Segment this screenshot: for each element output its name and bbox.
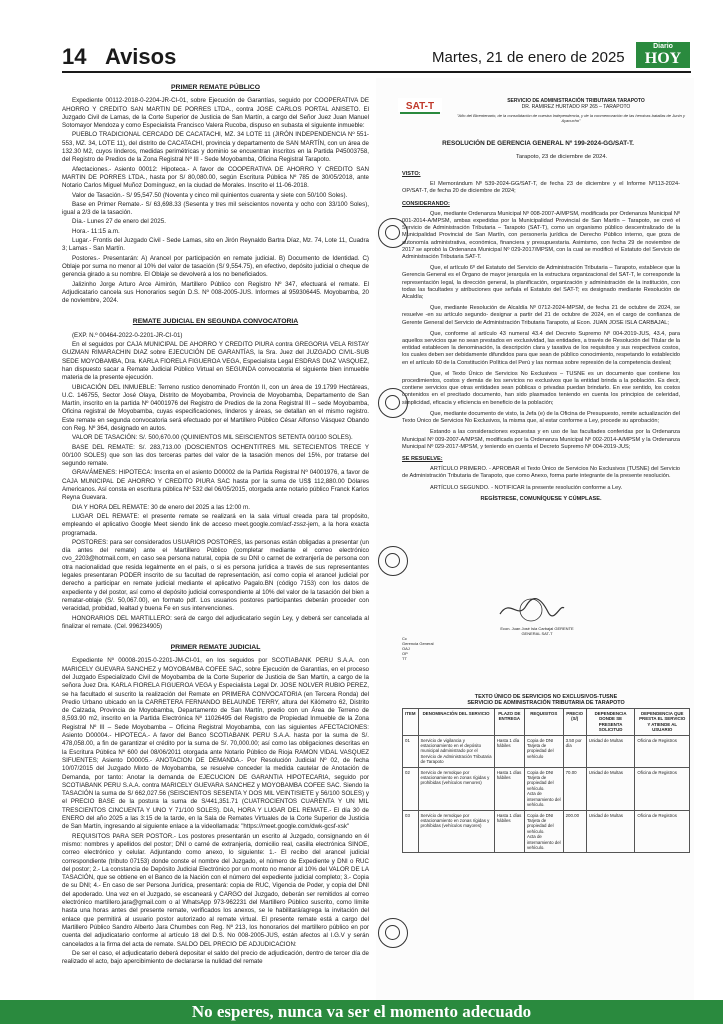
page-header [0, 0, 723, 72]
logo-top-text: Diario [653, 43, 673, 50]
logo-main-text: HOY [644, 50, 682, 67]
sat-t-logo-icon [398, 96, 442, 116]
notice-heading-3: PRIMER REMATE JUDICIAL [170, 644, 261, 652]
seal-stamp-icon [378, 388, 408, 418]
notice-3-body [62, 657, 369, 966]
considerando-label: CONSIDERANDO: [402, 200, 450, 207]
table-cell: 01 [403, 735, 419, 767]
resolution-body [402, 166, 680, 503]
visto-label: VISTO: [402, 171, 421, 177]
table-cell: Servicio de remolque por estacionamiento en zonas rígidas y prohibidas (vehículos menores) [418, 767, 494, 810]
table-cell: Copia de DNI Tarjeta de propiedad del vehículo. Acta de internamiento del vehículo. [524, 767, 563, 810]
table-cell: Servicio de remolque por estacionamiento en zonas rígidas y prohibidas (vehículos mayores) [418, 810, 494, 853]
table-header-cell: REQUISITOS [524, 709, 563, 736]
tusne-title-2: SERVICIO DE ADMINISTRACIÓN TRIBUTARIA DE TARAPOTO [467, 700, 625, 707]
table-header-cell: ITEM [403, 709, 419, 736]
header-rule [62, 71, 691, 73]
notice-paragraph: (EXP. N.º 00464-2022-0-2201-JR-CI-01) [72, 331, 183, 339]
table-cell: Copia de DNI Tarjeta de propiedad del vehículo. Acta de internamiento del vehículo. [524, 810, 563, 853]
agency-subtitle: DR. RAMIREZ HURTADO RP 265 – TARAPOTO [521, 104, 631, 110]
considerando-paragraph: Que, mediante documento de visto, la Jefa (e) de la Oficina de Presupuesto, remite actualización del Texto Único de Servicios No Exclusivos, la misma que, al estar conforme a Ley, procede su aprobación; [402, 410, 680, 425]
table-cell: Oficina de Registros [635, 767, 690, 810]
notice-paragraph: Jalizinho Jorge Arturo Arce Aimirón, Martillero Público con Registro Nº 347, efectuará el remate. El Adjudicatario cancela sus Honorarios según D.S. Nº 008-2005-JUS. Informes al 959306445. Moyobamba, 20 de noviembre, 2024. [62, 280, 369, 305]
table-header-cell: DENOMINACIÓN DEL SERVICIO [418, 709, 494, 736]
considerando-paragraph: Estando a las consideraciones expuestas y en uso de las facultades conferidas por la Ordenanza Municipal Nº 009-2007-A/MPSM, modificada por la Ordenanza Municipal Nº 002-2014-A/MPSM y la Ordenanza Municipal Nº 029-2017-MPSM, y teniendo en cuenta el Decreto Supremo Nº 004-2019-JUS; [402, 429, 680, 450]
closing-line: REGÍSTRESE, COMUNÍQUESE Y CÚMPLASE. [480, 495, 602, 502]
notice-heading-1: PRIMER REMATE PÚBLICO [171, 84, 260, 91]
tusne-table [402, 708, 690, 853]
visto-text: El Memorándum Nº 539-2024-GG/SAT-T, de fecha 23 de diciembre y el Informe Nº113-2024-OP/SAT-T, de fecha 20 de diciembre de 2024; [402, 181, 680, 195]
resolution-date: Tarapoto, 23 de diciembre de 2024. [516, 154, 608, 160]
table-cell: Hasta 1 días hábiles [494, 810, 524, 853]
article-one: ARTÍCULO PRIMERO. - APROBAR el Texto Único de Servicios No Exclusivos (TUSNE) del Servicio de Administración Tributaria de Tarapoto, que como Anexo, forma parte integrante de la presente resolución. [402, 466, 680, 480]
table-cell: 3.50 por día [563, 735, 586, 767]
notice-paragraph: LUGAR DEL REMATE: el presente remate se realizará en la sala virtual creada para tal propósito, empleando el aplicativo Google Meet siendo link de acceso meet.google.com/acf-zssz-jem, a la hora exacta programada. [62, 512, 369, 537]
notice-paragraph: Base en Primer Remate.- S/ 63,698.33 (Sesenta y tres mil seiscientos noventa y ocho con 33/100 Soles), igual a 2/3 de la tasación. [62, 200, 369, 217]
table-cell: Unidad de Multas [586, 810, 635, 853]
considerando-paragraph: Que, mediante Ordenanza Municipal Nº 008-2007-A/MPSM, modificada por Ordenanza Municipal Nº 001-2014-A/MPSM, ambas expedidas por la Municipalidad Provincial de San Martín – Tarapoto, se creó el Servicio de Administración Tributaria – Tarapoto (SAT-T), como un organismo público descentralizado de la Municipalidad Provincial de San Martín, con personería jurídica de Derecho Público interno, que goza de autonomía administrativa, económica, financiera y presupuestaria. Asimismo, con fecha 29 de noviembre de 2017 se aprobó la Ordenanza Municipal Nº 029-2017/MPSM, con la cual se modificó el Estatuto del Servicio de Administración Tributaria SAT-T. [402, 210, 680, 261]
notice-paragraph: Hora.- 11:15 a.m. [72, 227, 120, 235]
notice-paragraph: Valor de Tasación.- S/ 95,547.50 (Noventa y cinco mil quinientos cuarenta y siete con 50/100 Soles). [72, 191, 348, 199]
considerando-paragraphs [402, 211, 680, 451]
table-cell: Oficina de Registros [635, 735, 690, 767]
table-cell: Servicio de vigilancia y estacionamiento en el depósito municipal administrado por el Servicio de Administración Tributaria de Tarapoto [418, 735, 494, 767]
table-header-cell: DEPENDENCIA DONDE SE PRESENTA SOLICITUD [586, 709, 635, 736]
seal-stamp-icon [378, 546, 408, 576]
notice-paragraph: BASE DEL REMATE: S/. 283,713.00 (DOSCIENTOS OCHENTITRES MIL SETECIENTOS TRECE Y 00/100 SOLES) que son las dos terceras partes del valor de la tasación menos del 15%, por tratarse del segundo remate. [62, 443, 369, 468]
footer-slogan: No esperes, nunca va ser el momento adecuado [0, 1000, 723, 1024]
tusne-title-1: TEXTO ÚNICO DE SERVICIOS NO EXCLUSIVOS-TUSNE [474, 694, 618, 700]
notices-column [62, 80, 369, 1000]
table-cell: 200.00 [563, 810, 586, 853]
notice-paragraph: VALOR DE TASACIÓN: S/. 500,670.00 (QUINIENTOS MIL SEISCIENTOS SETENTA 00/100 SOLES). [72, 434, 353, 442]
page-number: 14 [62, 44, 87, 69]
considerando-paragraph: Que, el artículo 6º del Estatuto del Servicio de Administración Tributaria – Tarapoto, establece que la Gerencia General es el Órgano de mayor jerarquía en la estructura organizacional del SAT-T, le corresponde la representación legal, la dirección general, la planificación, organización y administración de la institución, con todas las facultades y atribuciones que señala el Estatuto del SAT-T; es designado mediante Resolución de Alcaldía; [402, 265, 680, 301]
notice-paragraph: PUEBLO TRADICIONAL CERCADO DE CACATACHI, MZ. 34 LOTE 11 (JIRÓN INDEPENDENCIA Nº 551-553, MZ. 34, LOTE 11), del distrito de CACATACHI, provincia y departamento de SAN MARTÍN, con un área de 132.30 M2, cuyos linderos, medidas perimétricas y dominio se encuentran inscritos en la Partida P45003758, del Registro de Predios de la Zona Registral Nº III - Sede Moyobamba, Oficina Registral Tarapoto. [62, 131, 369, 164]
section-title: Avisos [105, 44, 177, 69]
notice-paragraph: Día.- Lunes 27 de enero del 2025. [72, 218, 166, 226]
signature-icon [496, 596, 566, 622]
table-cell: Hasta 1 día hábiles [494, 735, 524, 767]
agency-title: SERVICIO DE ADMINISTRACIÓN TRIBUTARIA TARAPOTO [507, 98, 645, 104]
table-header-cell: PRECIO (S/) [563, 709, 586, 736]
notice-paragraph: GRAVÁMENES: HIPOTECA: Inscrita en el asiento D00002 de la Partida Registral Nº 04001976, a favor de CAJA MUNICIPAL DE AHORRO Y CREDITO PIURA SAC hasta por la suma de US$ 112,880.00 Dólares Americanos. Así consta en escritura pública Nº 532 del 06/05/2015, otorgada ante notario público Franck Karlos Reyna Guevara. [62, 469, 369, 502]
considerando-paragraph: Que, el Texto Único de Servicios No Exclusivos – TUSNE es un documento que contiene los procedimientos, costos y demás de los servicios no exclusivos que la entidad brinda a la población. Es decir, contiene servicios que otras entidades sean públicas o privadas puedan brindarlo. En ese sentido, los costos contenidos en el precitado documento, han sido plasmados teniendo en cuenta los principios de celeridad, simplicidad, eficacia y eficiencia en beneficio de la población; [402, 370, 680, 406]
table-row [403, 735, 690, 767]
article-two: ARTÍCULO SEGUNDO. - NOTIFICAR la presente resolución conforme a Ley. [430, 484, 623, 491]
resolution-document [376, 78, 694, 1008]
year-motto: "Año del Bicentenario, de la consolidación de nuestra Independencia, y de la conmemoración de las heroicas batallas de Junín y Ayacucho" [456, 113, 685, 123]
notice-paragraph: Postores.- Presentarán: A) Arancel por participación en remate judicial. B) Documento de Identidad. C) Oblaje por suma no menor al 10% del valor de tasación (S/ 9,554.75), en efectivo, depósito judicial o cheque de gerencia girado a su nombre. El Oblaje se devolverá a los no beneficiados. [62, 254, 369, 279]
sat-logo-text: SAT-T [405, 101, 435, 112]
seal-stamp-icon [378, 918, 408, 948]
table-cell: Copia de DNI Tarjeta de propiedad del vehículo [524, 735, 563, 767]
notice-paragraph: POSTORES: para ser considerados USUARIOS POSTORES, las personas están obligadas a presentar (un día antes del remate) ante el Martillero Público (completar mediante el correo electrónico cvo_2203@hotmail.com, en caso sea persona natural, copia de su DNI o carnet de extranjería de persona con otra nacionalidad que resida legalmente en el país, o si es persona jurídica a través de sus representantes legales presentaran PODER inscrito de su facultad de representación, así como copia el arancel judicial por derecho a participar en remate judicial mediante el aplicativo Pagalo.BN (código 7153) con los datos de expediente y del postor, así como el depósito judicial correspondiente al 10% del valor de la tasación del bien a rematar-oblaje (S/. 50,067.00), en formato pdf. Los usuarios postores participantes deberán proceder con veracidad, probidad, lealtad y buena Fe en sus intervenciones. [62, 538, 369, 613]
notice-paragraph: Lugar.- Frontis del Juzgado Civil - Sede Lamas, sito en Jirón Reynaldo Bartra Díaz, Mz. 74, Lote 11, Cuadra 3; Lamas - San Martín. [62, 237, 369, 253]
signer-name: Econ. Juan José Isla Carbajal GERENTE GENERAL SAT-T [500, 626, 574, 636]
resolution-title: RESOLUCIÓN DE GERENCIA GENERAL Nº 199-2024-GG/SAT-T. [442, 140, 634, 147]
notice-paragraph: En el seguidos por CAJA MUNICIPAL DE AHORRO Y CREDITO PIURA contra GREGORIA VELA RISTAY GUZMAN RIMARACHIN DIAZ sobre EJECUCIÓN DE GARANTÍAS, la Sra. Juez del JUZGADO CIVIL-SUB SEDE MOYOBAMBA, Dra. KARLA FIORELA FIGUEROA VEGA, Especialista Legal ESDRAS DIAZ VASQUEZ, han dispuesto sacar a Remate Judicial Público Virtual en SEGUNDA convocatoria el siguiente bien inmueble materia de la presente ejecución. [62, 341, 369, 382]
table-cell: 02 [403, 767, 419, 810]
resuelve-label: SE RESUELVE: [402, 455, 443, 462]
notice-1-body [62, 97, 369, 305]
notice-paragraph: HONORARIOS DEL MARTILLERO: será de cargo del adjudicatario según Ley, y deberá ser cancelada al finalizar el remate. (Cel. 996234905) [62, 614, 369, 630]
considerando-paragraph: Que, mediante Resolución de Alcaldía Nº 0712-2024-MPSM, de fecha 21 de octubre de 2024, se resuelve -en su artículo segundo- designar a partir del 21 de octubre de 2024, en el cargo de confianza de Gerente General del Servicio de Administración Tributaria Tarapoto, al Econ. JUAN JOSE ISLA CARBAJAL; [402, 305, 680, 326]
table-header-cell: DEPENDENCIA QUE PRESTA EL SERVICIO Y ATIENDE AL USUARIO [635, 709, 690, 736]
notice-paragraph: DIA Y HORA DEL REMATE: 30 de enero del 2025 a las 12:00 m. [72, 503, 250, 511]
tusne-title [402, 694, 690, 707]
table-cell: 70.00 [563, 767, 586, 810]
considerando-paragraph: Que, conforme al artículo 43 numeral 43.4 del Decreto Supremo Nº 004-2019-JUS, 43.4, para aquellos servicios que no sean prestados en exclusividad, las entidades, a través de Resolución del Titular de la entidad establecen la denominación, la descripción clara y taxativa de los requisitos y sus respectivos costos, los cuales deben ser debidamente difundidos para que sean de público conocimiento, respetando lo establecido en el artículo 60 de la Constitución Política del Perú y las normas sobre represión de la competencia desleal; [402, 330, 681, 366]
table-cell: Hasta 1 días hábiles [494, 767, 524, 810]
table-row [403, 767, 690, 810]
notice-paragraph: UBICACIÓN DEL INMUEBLE: Terreno rustico denominado Frontón II, con un área de 19.1799 Hectáreas, U.C. 146755, Sector José Olaya, Distrito de Moyobamba, Provincia de Moyobamba, Departamento de San Martín, inscrito en la partida Nº 04001976 del Registro de Predios de la zona Registral III – sede Moyobamba, Oficina registral de Moyobamba, cuyas especificaciones, linderos y áreas, se detallan en el mismo registro. Este remate en segunda convocatoria será efectuado por el Martillero Público César Alfonso Vásquez Obando con Reg. Nº 364, designado en autos. [62, 383, 369, 432]
table-header-cell: PLAZO DE ENTREGA [494, 709, 524, 736]
copy-list: Cc Gerencia General OAJ OP TT [402, 636, 434, 661]
newspaper-logo [636, 42, 690, 68]
table-cell: Unidad de Multas [586, 767, 635, 810]
notice-paragraph: Afectaciones.- Asiento 00012: Hipoteca.- A favor de COOPERATIVA DE AHORRO Y CREDITO SAN MARTIN DE PORRES LTDA., hasta por S/ 80,080.00, según Escritura Pública Nº 785 de 30/05/2018, ante Notario Carlos Miguel Muñoz Domínguez, en la ciudad de Morales. Inscrito el 11-06-2018. [62, 165, 369, 190]
table-cell: Unidad de Multas [586, 735, 635, 767]
seal-stamp-icon [378, 218, 408, 248]
notice-paragraph: De ser el caso, el adjudicatario deberá depositar el saldo del precio de adjudicación, dentro de tercer día de realizado el acto, bajo apercibimiento de declararse la nulidad del remate [62, 949, 369, 966]
table-row [403, 810, 690, 853]
notice-2-body [62, 332, 369, 631]
table-cell: Oficina de Registros [635, 810, 690, 853]
notice-paragraph: REQUISITOS PARA SER POSTOR.- Los postores presentarán un escrito al Juzgado, consignando en él mismo: nombres y apellidos del postor; DNI o carné de extranjería, domicilio real, casilla electrónica SINOE, correo electrónico y celular. Adjuntando como anexo, lo siguiente: 1.- El recibo del arancel judicial correspondiente (tributo 07153) donde conste el nombre del Juzgado, el número de Expediente y DNI o RUC del postor; 2.- La constancia de Depósito Judicial Electrónico por un monto no menor al 10% del VALOR DE LA TASACIÓN, que se obtiene en el Banco de la Nación con el número del expediente judicial completo; 3.- Copia de su DNI; 4.- En caso de ser Persona Jurídica, presentará: copia de RUC, Vigencia de Poder, y copia del DNI del apoderado. Una vez en el Juzgado, se escaneará y CARGO del Juzgado, deberán ser remitidos al correo electrónico martillero.jara@gmail.com o al WhatsApp 973-962231 del Martillero Público suscrito, como límite hasta una horas antes del presente remate, verificados los anexos, se le habilitará/agrega la invitación del enlace que permitirá al usuario postor autorizado al remate virtual. El presente remate está a cargo del Martillero Público Sandro Alberto Jara Chumbes con Reg. Nº 213, los honorarios del martillero público en por cuenta del adjudicatario conforme al artículo 18 del D.S. No 008-2005-JUS, están afectos al I.G.V y serán cancelados a la firma del acta de remate. SALDO DEL PRECIO DE ADJUDICACION: [62, 832, 369, 948]
issue-date: Martes, 21 de enero de 2025 [432, 49, 625, 66]
notice-heading-2: REMATE JUDICIAL EN SEGUNDA CONVOCATORIA [132, 318, 299, 326]
table-cell: 03 [403, 810, 419, 853]
agency-name [476, 98, 676, 110]
notice-paragraph: Expediente Nº 00008-2015-0-2201-JM-CI-01, en los seguidos por SCOTIABANK PERU S.A.A. con MARICELY GUEVARA SANCHEZ y MOYOBAMBA COFEE SAC, sobre Ejecución de Garantías, en el proceso del Juzgado Especializado Civil de Moyobamba de la Corte Superior de Justicia de San Martín, a cargo de la señora Juez Dra. KARLA FIORELA FIGUEROA VEGA y Especialista Legal Dr. JOSE NOLVER RUBIO PEREZ, se ha facultado el suscrito la realización del Remate en PRIMERA CONVOCATORIA (en Tercera Ronda) del Predio Urbano ubicado en la CARRETERA FERNANDO BELAUNDE TERRY, altura del Kilómetro 62, Distrito de Calzada, Provincia de Moyobamba, Departamento de San Martín, predio con un Área de Terreno de 8,593.90 m2, inscrito en la Partida Electrónica Nº 11026495 del Registro de Propiedad Inmueble de la Zona Registral Nº III – Sede Moyobamba – Oficina Registral Moyobamba, con las siguientes AFECTACIONES: Asiento D00004.- HIPOTECA.- A favor del Banco SCOTIABANK PERU S.A.A. hasta por la suma de S/. 478,058.00, a fin de garantizar el crédito por la suma de S/. 70,000.00; así como las obligaciones descritas en la Escritura Pública Nº 600 del 08/06/2011 otorgada ante Notario Público de Rioja RAMON VIDAL VASQUEZ SIFUENTES; Asiento D00005.- ANOTACION DE DEMANDA.- Por Resolución Judicial Nº 02, de fecha 10/07/2015 del Juzgado Mixto de Moyobamba, se resuelve conceder la medida cautelar de Anotación de Demanda, por tanto: Anotar la demanda de EJECUCION DE GARANTIA HIPOTECARIA, seguido por SCOTIABANK PERU S.A.A. contra MARICELY GUEVARA SANCHEZ y MOYOBAMBA COFEE SAC. Siendo la TASACIÓN la suma de S/ 662,027.56 (SEISCIENTOS SESENTA Y DOS MIL VEINTISIETE y 56/100 SOLES) y el PRECIO BASE de la postura la suma de S/441,351.71 (CUATROCIENTOS CUARENTA Y UN MIL TRESCIENTOS CINCUENTA Y UNO Y 71/100 SOLES). DIA, HORA Y LUGAR DEL REMATE.- El día 30 de ENERO del año 2025 a las 3:15 de la tarde, en la Sala de Remates Virtuales de la Corte Superior de Justicia de San Martín, ingresando al siguiente enlace a la videollamada: "https://meet.google.com/dwk-gcsf-xsk" [62, 657, 369, 831]
notice-paragraph: Expediente 00112-2018-0-2204-JR-CI-01, sobre Ejecución de Garantías, seguido por COOPERATIVA DE AHORRO Y CREDITO SAN MARTIN DE PORRES LTDA., contra JOSE CARLOS PORTAL ANISETO. El Juzgado Civil de Lamas, de la Corte Superior de Justicia de San Martín, a cargo del Señor Juez Juan Manuel Sotomayor Mendoza y como Especialista Francisco Valera Rucoba, dispuso en subasta el siguiente inmueble: [62, 97, 369, 130]
